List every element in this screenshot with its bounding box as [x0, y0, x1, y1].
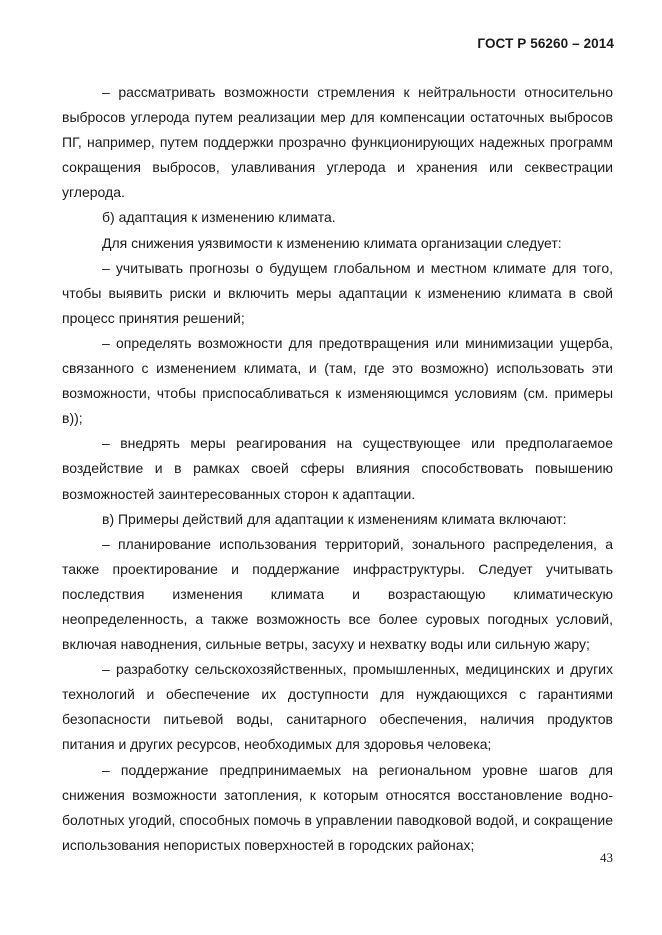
paragraph-technology-development: – разработку сельскохозяйственных, промышленных, медицинских и других технологий и обеспечение их доступности для нуждающихся с гарантиями безопасности питьевой воды, санитарного обеспечения, наличия продуктов питания и других ресурсов, необходимых для здоровья человека; [62, 661, 613, 753]
paragraph-flood-reduction: – поддержание предпринимаемых на региональном уровне шагов для снижения возможности затопления, к которым относятся восстановление водно-болотных угодий, способных помочь в управлении паводковой водой, и сокращение использования непористых поверхностей в городских районах; [62, 761, 613, 853]
document-header: ГОСТ Р 56260 – 2014 [477, 36, 614, 51]
document-body [62, 80, 613, 858]
paragraph-climate-forecasts: – учитывать прогнозы о будущем глобальном и местном климате для того, чтобы выявить риски и включить меры адаптации к изменению климата в свой процесс принятия решений; [62, 259, 613, 326]
paragraph-land-use-planning: – планирование использования территорий, зонального распределения, а также проектирование и поддержание инфраструктуры. Следует учитывать последствия изменения климата и возрастающую климатическую неопределенность, а также возможность все более суровых погодных условий, включая наводнения, сильные ветры, засуху и нехватку воды или сильную жару; [62, 535, 613, 653]
paragraph-adaptation-heading: б) адаптация к изменению климата. [102, 209, 336, 226]
paragraph-examples-heading: в) Примеры действий для адаптации к изменениям климата включают: [102, 510, 567, 527]
paragraph-response-measures: – внедрять меры реагирования на существующее или предполагаемое воздействие и в рамках своей сферы влияния способствовать повышению возможностей заинтересованных сторон к адаптации. [62, 435, 613, 502]
paragraph-damage-prevention: – определять возможности для предотвращения или минимизации ущерба, связанного с изменением климата, и (там, где это возможно) использовать эти возможности, чтобы приспосабливаться к изменяющимся условиям (см. примеры в)); [62, 334, 613, 427]
paragraph-vulnerability-intro: Для снижения уязвимости к изменению климата организации следует: [102, 234, 562, 251]
page-number: 43 [600, 850, 613, 865]
paragraph-carbon-neutrality: – рассматривать возможности стремления к нейтральности относительно выбросов углерода путем реализации мер для компенсации остаточных выбросов ПГ, например, путем поддержки прозрачно функционирующих надежных программ сокращения выбросов, улавливания углерода и хранения или секвестрации углерода. [62, 84, 613, 201]
